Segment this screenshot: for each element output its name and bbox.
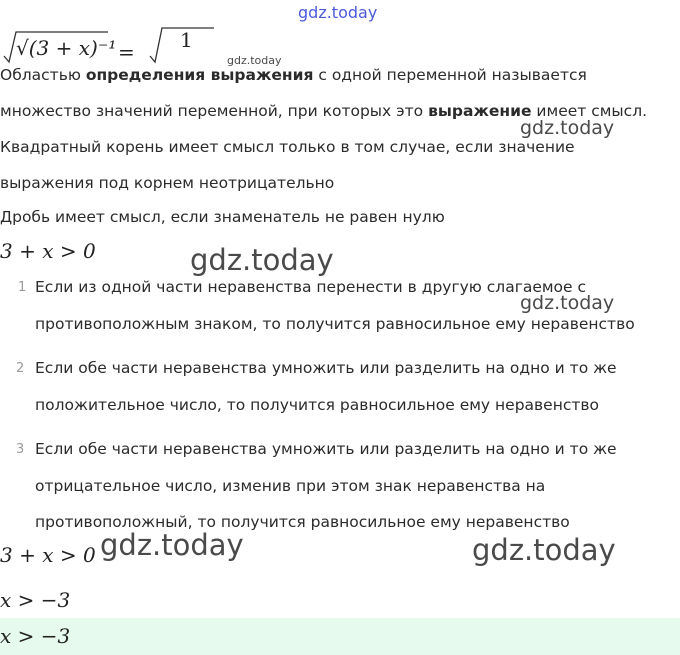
watermark: gdz.today bbox=[472, 533, 616, 567]
list-item-text: Если из одной части неравенства перенести в другую слагаемое с bbox=[35, 278, 587, 296]
list-number: 3 bbox=[16, 442, 25, 457]
sqrt-rule-line-2: выражения под корнем неотрицательно bbox=[0, 174, 335, 192]
watermark: gdz.today bbox=[190, 243, 334, 277]
formula-numerator: 1 bbox=[180, 28, 193, 52]
sqrt-rule-line-1: Квадратный корень имеет смысл только в том случае, если значение bbox=[0, 138, 575, 156]
list-number: 1 bbox=[18, 280, 27, 295]
inequality-1: 3 + x > 0 bbox=[0, 239, 96, 263]
watermark: gdz.today bbox=[227, 54, 282, 67]
formula-equals: = bbox=[118, 40, 135, 64]
definition-line-1: Областью определения выражения с одной переменной называется bbox=[0, 66, 587, 84]
list-number: 2 bbox=[16, 361, 25, 376]
list-item-text: положительное число, то получится равносильное ему неравенство bbox=[35, 396, 600, 414]
answer: x > −3 bbox=[0, 624, 71, 648]
watermark: gdz.today bbox=[520, 117, 615, 139]
inequality-3: x > −3 bbox=[0, 588, 71, 612]
watermark: gdz.today bbox=[520, 292, 615, 314]
answer-box bbox=[0, 618, 680, 655]
list-item-text: Если обе части неравенства умножить или разделить на одно и то же bbox=[35, 359, 617, 377]
list-item-text: отрицательное число, изменив при этом знак неравенства на bbox=[35, 477, 546, 495]
watermark: gdz.today bbox=[100, 528, 244, 562]
list-item-text: Если обе части неравенства умножить или разделить на одно и то же bbox=[35, 440, 617, 458]
fraction-rule: Дробь имеет смысл, если знаменатель не равен нулю bbox=[0, 208, 445, 226]
watermark: gdz.today bbox=[298, 3, 378, 22]
list-item-text: противоположный, то получится равносильное ему неравенство bbox=[35, 513, 570, 531]
inequality-2: 3 + x > 0 bbox=[0, 543, 96, 567]
formula-left: √(3 + x)⁻¹ bbox=[16, 36, 117, 60]
list-item-text: противоположным знаком, то получится равносильное ему неравенство bbox=[35, 315, 635, 333]
definition-line-2: множество значений переменной, при которых это выражение имеет смысл. bbox=[0, 102, 648, 120]
